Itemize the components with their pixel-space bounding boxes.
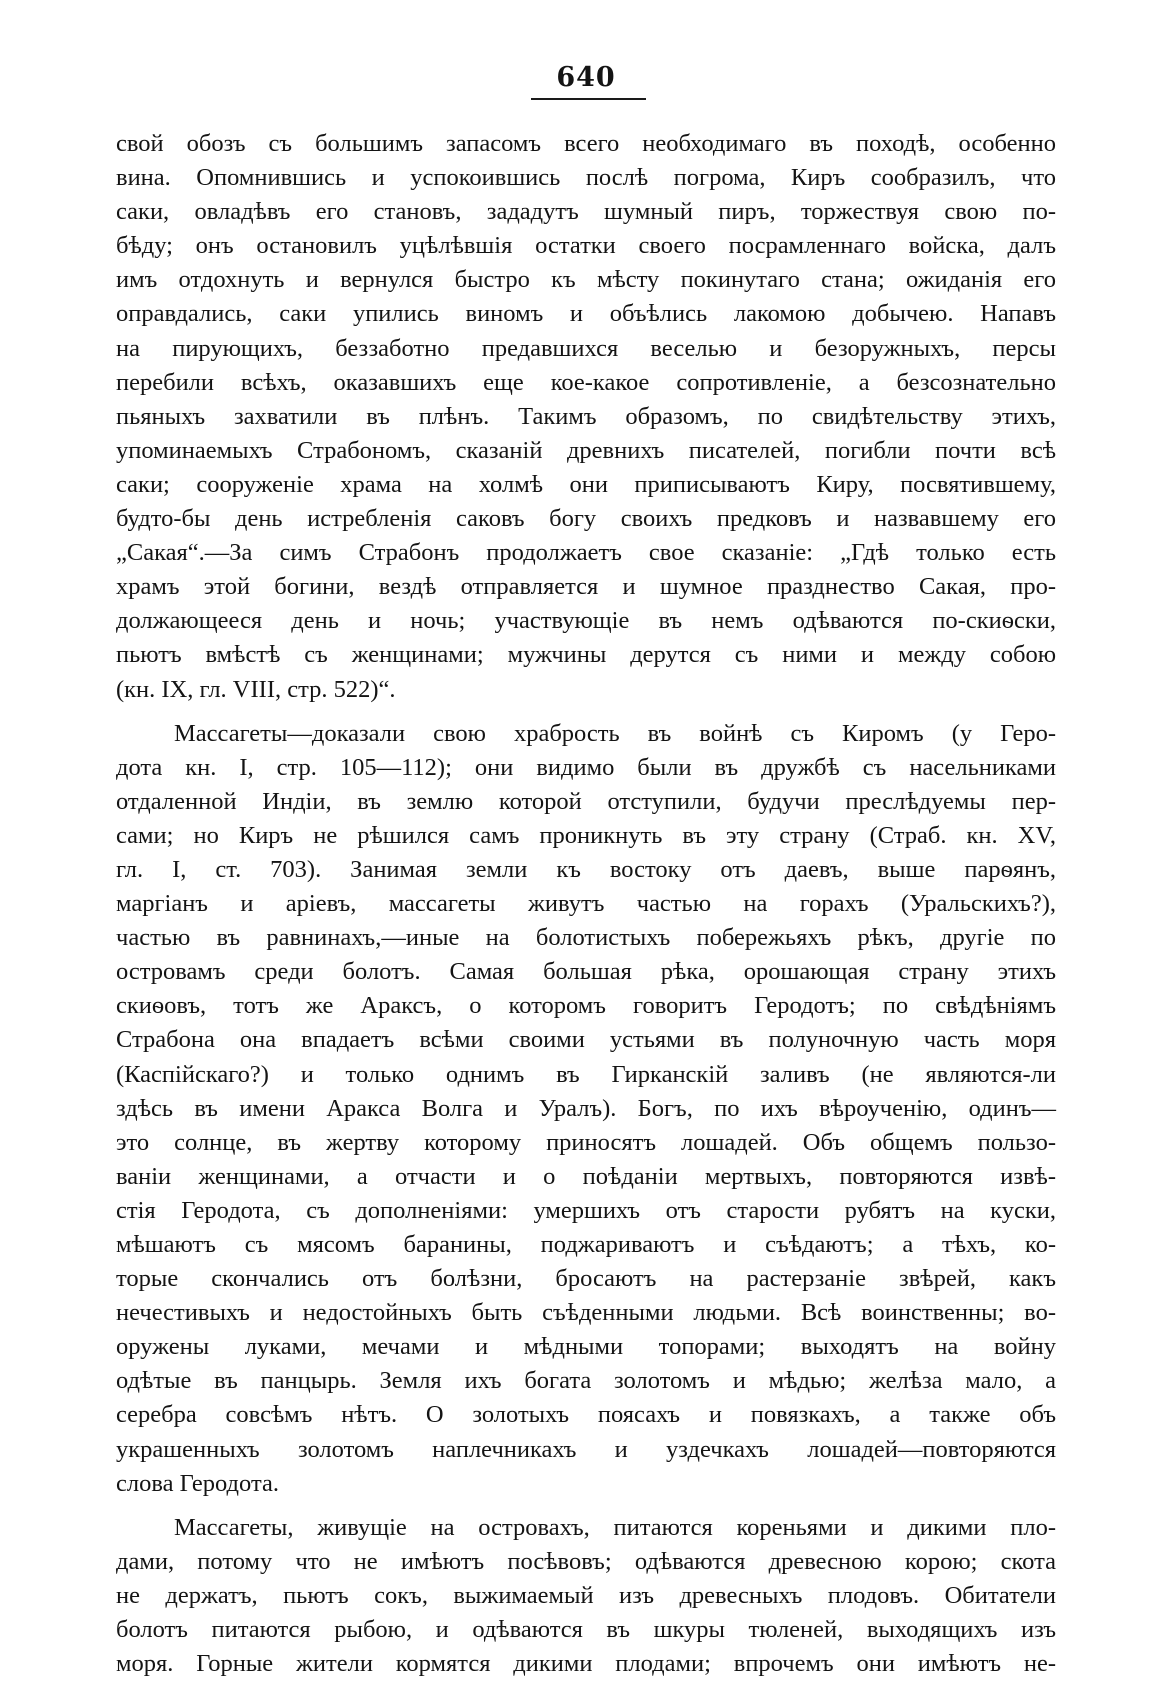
page-body: [116, 127, 1056, 1681]
text-line: Страбона она впадаетъ всѣми своими устьями въ полуночную часть моря: [116, 1026, 1056, 1054]
header-rule: [531, 98, 646, 100]
paragraph-gap: [116, 707, 1056, 717]
text-line: серебра совсѣмъ нѣтъ. О золотыхъ поясахъ и повязкахъ, а также объ: [116, 1401, 1056, 1429]
text-line: имъ отдохнуть и вернулся быстро къ мѣсту покинутаго стана; ожиданія его: [116, 266, 1056, 294]
text-line: пьяныхъ захватили въ плѣнъ. Такимъ образомъ, по свидѣтельству этихъ,: [116, 402, 1056, 430]
text-line: слова Геродота.: [116, 1469, 279, 1497]
text-line: ваніи женщинами, а отчасти и о поѣданіи мертвыхъ, повторяются извѣ-: [116, 1162, 1056, 1190]
text-line: бѣду; онъ остановилъ уцѣлѣвшія остатки своего посрамленнаго войска, далъ: [116, 232, 1056, 260]
text-line: саки; сооруженіе храма на холмѣ они приписываютъ Киру, посвятившему,: [116, 470, 1056, 498]
text-line: не держатъ, пьютъ сокъ, выжимаемый изъ древесныхъ плодовъ. Обитатели: [116, 1581, 1056, 1609]
text-line: маргіанъ и аріевъ, массагеты живутъ частью на горахъ (Уральскихъ?),: [116, 890, 1056, 918]
text-line: должающееся день и ночь; участвующіе въ немъ одѣваются по-скиѳски,: [116, 607, 1056, 635]
text-line: одѣтые въ панцырь. Земля ихъ богата золотомъ и мѣдью; желѣза мало, а: [116, 1367, 1056, 1395]
text-line: свой обозъ съ большимъ запасомъ всего необходимаго въ походѣ, особенно: [116, 130, 1056, 157]
text-line: Массагеты—доказали свою храбрость въ войнѣ съ Киромъ (у Геро-: [174, 719, 1056, 747]
text-line: скиѳовъ, тотъ же Араксъ, о которомъ говоритъ Геродотъ; по свѣдѣніямъ: [116, 992, 1056, 1020]
text-line: упоминаемыхъ Страбономъ, сказаній древнихъ писателей, погибли почти всѣ: [116, 436, 1056, 464]
text-line: (кн. IX, гл. VIII, стр. 522)“.: [116, 675, 396, 703]
text-line: это солнце, въ жертву которому приносятъ лошадей. Объ общемъ пользо-: [116, 1128, 1056, 1156]
text-line: нечестивыхъ и недостойныхъ быть съѣденными людьми. Всѣ воинственны; во-: [116, 1299, 1056, 1327]
text-line: вина. Опомнившись и успокоившись послѣ погрома, Киръ сообразилъ, что: [116, 164, 1056, 192]
text-line: „Сакая“.—За симъ Страбонъ продолжаетъ свое сказаніе: „Гдѣ только есть: [116, 539, 1056, 567]
text-line: частью въ равнинахъ,—иные на болотистыхъ побережьяхъ рѣкъ, другіе по: [116, 924, 1056, 952]
text-line: островамъ среди болотъ. Самая большая рѣка, орошающая страну этихъ: [116, 958, 1056, 986]
text-line: моря. Горные жители кормятся дикими плодами; впрочемъ они имѣютъ не-: [116, 1650, 1056, 1678]
text-line: болотъ питаются рыбою, и одѣваются въ шкуры тюленей, выходящихъ изъ: [116, 1616, 1056, 1644]
text-line: перебили всѣхъ, оказавшихъ еще кое-какое сопротивленіе, а безсознательно: [116, 368, 1056, 396]
text-line: пьютъ вмѣстѣ съ женщинами; мужчины дерутся съ ними и между собою: [116, 641, 1056, 669]
text-line: гл. I, ст. 703). Занимая земли къ востоку отъ даевъ, выше парѳянъ,: [116, 855, 1056, 883]
text-line: оружены луками, мечами и мѣдными топорами; выходятъ на войну: [116, 1333, 1056, 1361]
page-number: 640: [556, 62, 616, 93]
paragraph-container: [116, 127, 1056, 1681]
text-line: дами, потому что не имѣютъ посѣвовъ; одѣваются древесною корою; скота: [116, 1547, 1056, 1575]
text-line: Массагеты, живущіе на островахъ, питаются кореньями и дикими пло-: [174, 1513, 1056, 1541]
text-line: оправдались, саки упились виномъ и объѣлись лакомою добычею. Напавъ: [116, 300, 1056, 328]
text-line: на пирующихъ, беззаботно предавшихся веселью и безоружныхъ, персы: [116, 334, 1056, 362]
text-line: украшенныхъ золотомъ наплечникахъ и уздечкахъ лошадей—повторяются: [116, 1435, 1056, 1463]
text-line: отдаленной Индіи, въ землю которой отступили, будучи преслѣдуемы пер-: [116, 787, 1056, 815]
text-line: храмъ этой богини, вездѣ отправляется и шумное празднество Сакая, про-: [116, 573, 1056, 601]
text-line: стія Геродота, съ дополненіями: умершихъ отъ старости рубятъ на куски,: [116, 1196, 1056, 1224]
paragraph: [116, 1511, 1056, 1681]
text-line: будто-бы день истребленія саковъ богу своихъ предковъ и назвавшему его: [116, 505, 1056, 533]
text-line: здѣсь въ имени Аракса Волга и Уралъ). Богъ, по ихъ вѣроученію, одинъ—: [116, 1094, 1056, 1122]
paragraph: [116, 127, 1056, 707]
text-line: (Каспійскаго?) и только однимъ въ Гирканскій заливъ (не являются-ли: [116, 1060, 1056, 1088]
paragraph: [116, 717, 1056, 1501]
text-line: саки, овладѣвъ его становъ, зададутъ шумный пиръ, торжествуя свою по-: [116, 198, 1056, 226]
text-line: мѣшаютъ съ мясомъ баранины, поджариваютъ и съѣдаютъ; а тѣхъ, ко-: [116, 1231, 1056, 1258]
text-line: сами; но Киръ не рѣшился самъ проникнуть въ эту страну (Страб. кн. XV,: [116, 821, 1056, 849]
paragraph-gap: [116, 1501, 1056, 1511]
text-line: торые скончались отъ болѣзни, бросаютъ на растерзаніе звѣрей, какъ: [116, 1265, 1056, 1293]
text-line: дота кн. I, стр. 105—112); они видимо были въ дружбѣ съ насельниками: [116, 753, 1056, 781]
